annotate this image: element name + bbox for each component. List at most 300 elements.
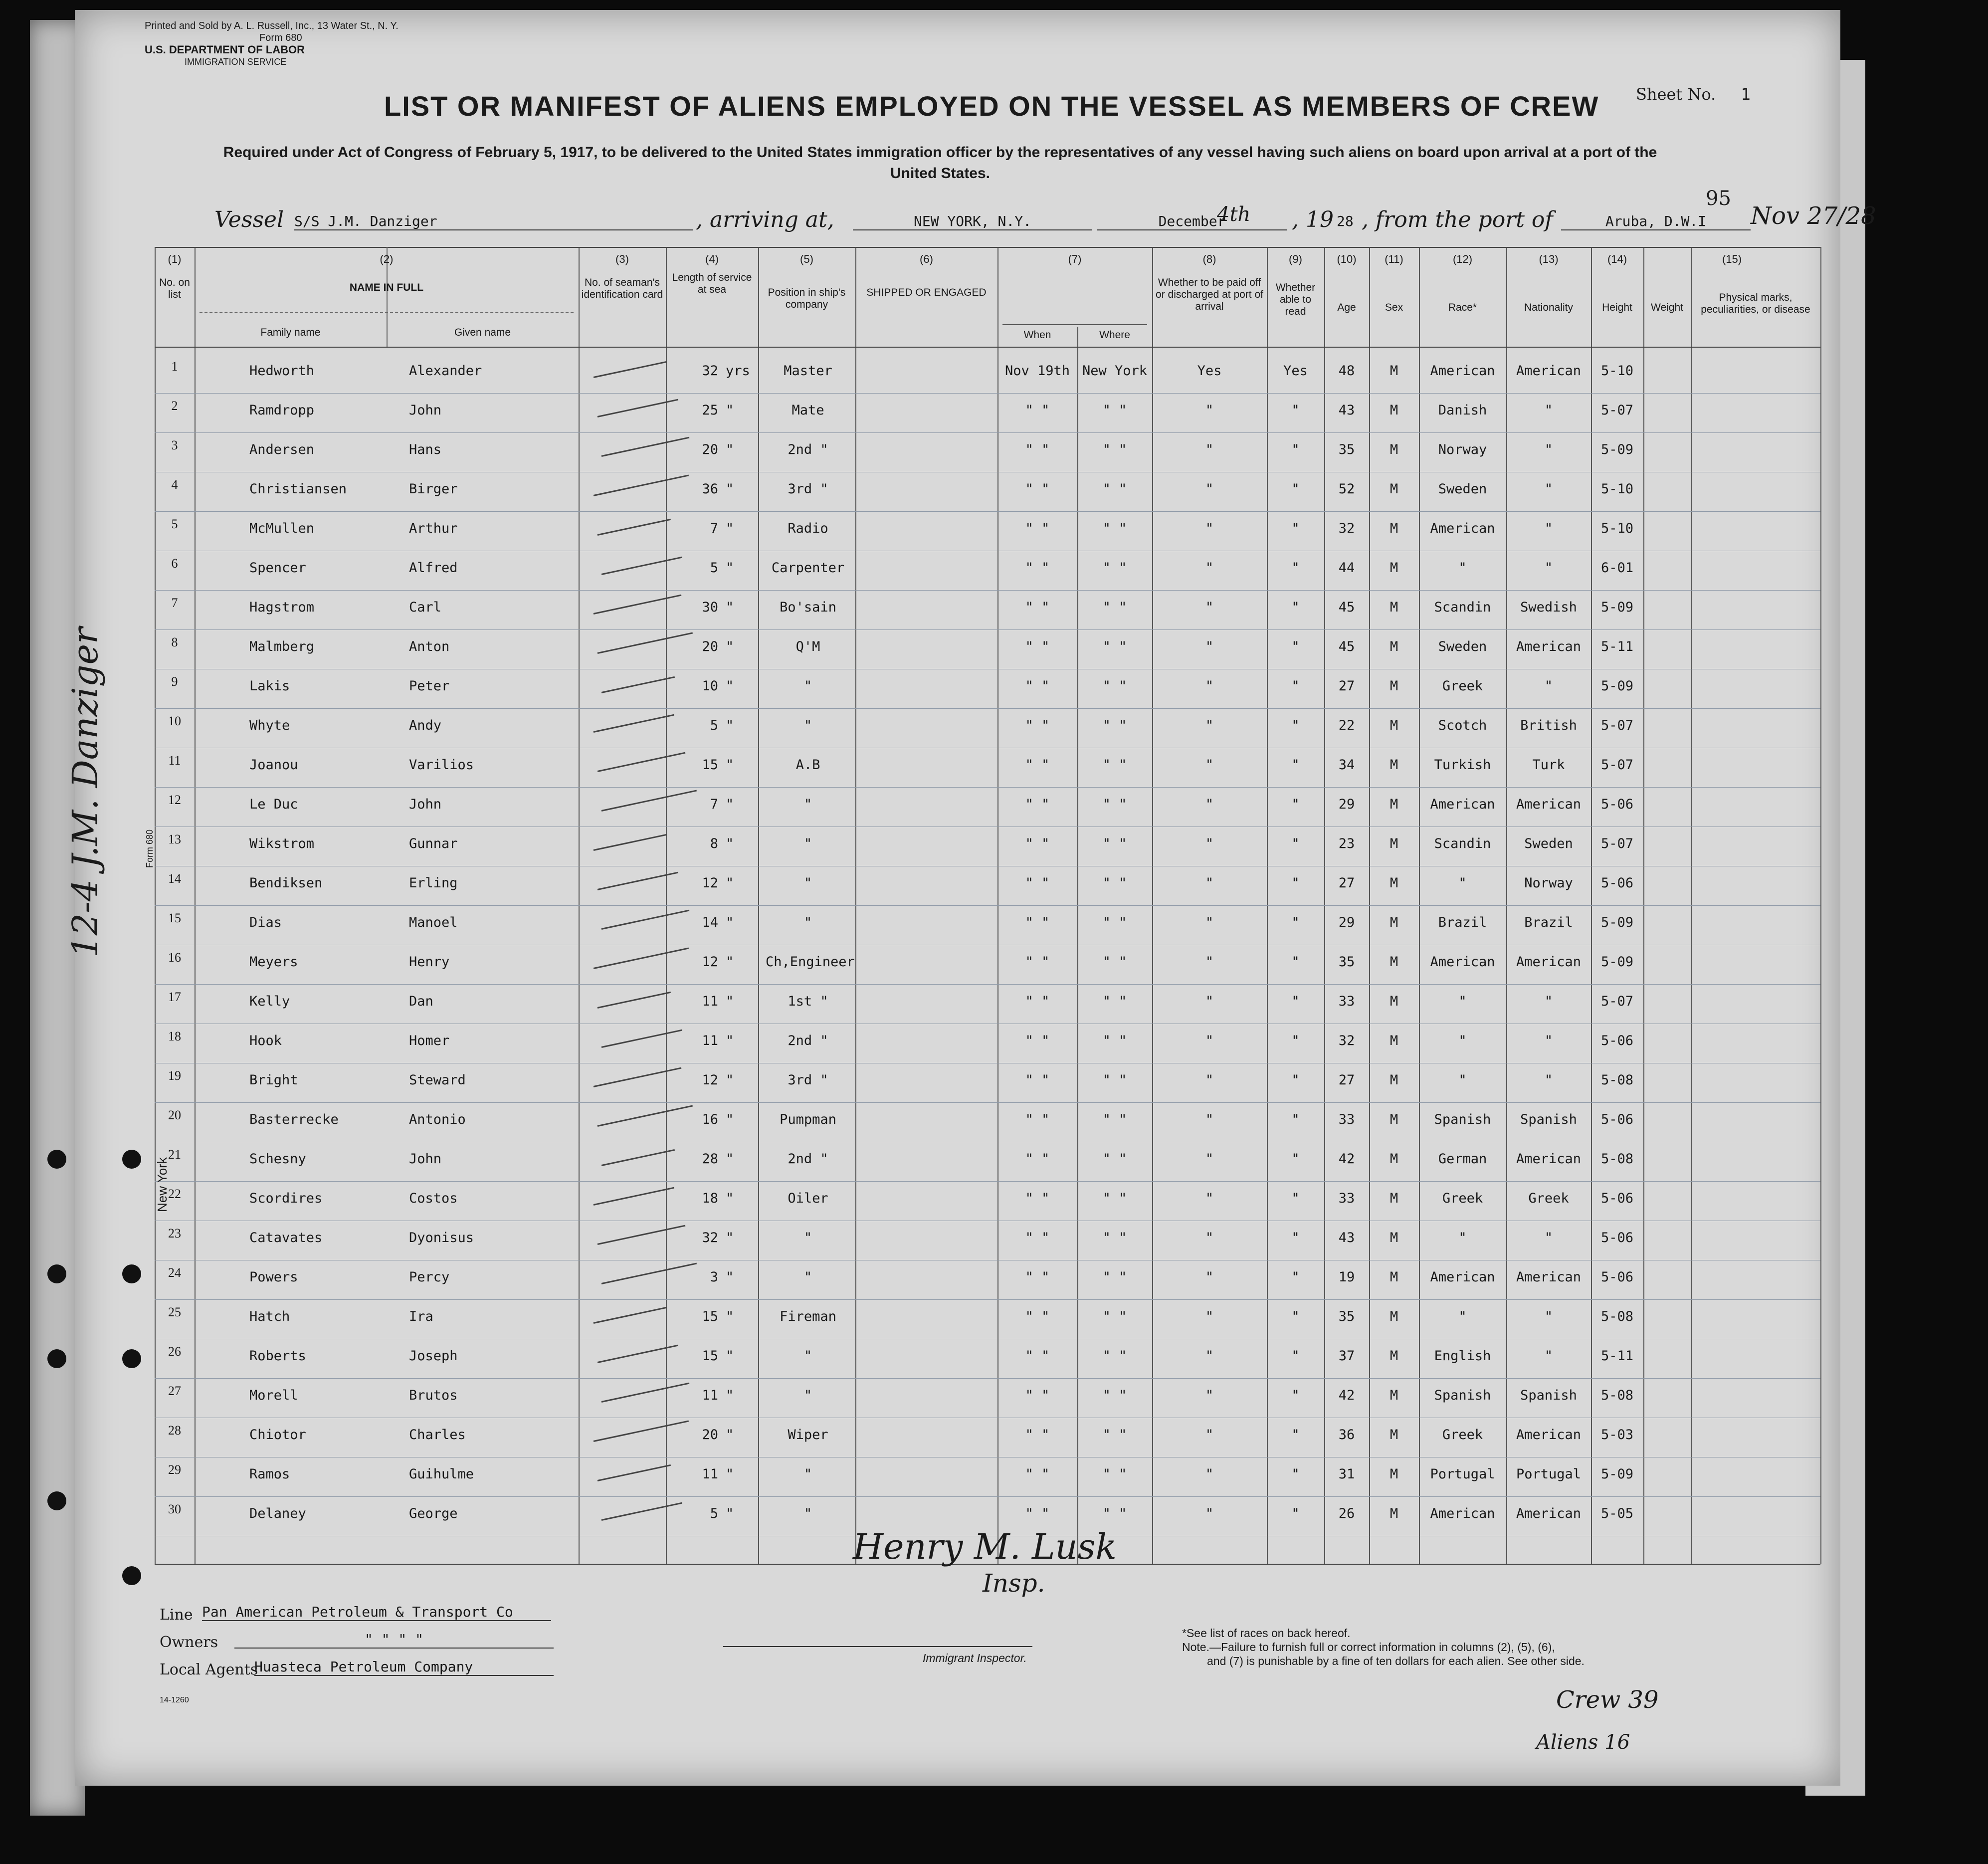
cell-sex: M — [1390, 1348, 1398, 1364]
cell-nationality: Norway — [1524, 875, 1573, 891]
cell-race: American — [1430, 521, 1495, 536]
cell-family: Dias — [249, 915, 282, 930]
cell-paid: " — [1205, 600, 1214, 615]
table-row — [155, 911, 1820, 940]
cell-sex: M — [1390, 718, 1398, 733]
cell-when: " " — [1025, 442, 1050, 457]
cell-race: Danish — [1438, 403, 1487, 418]
cell-family: Le Duc — [249, 797, 298, 812]
cell-age: 52 — [1338, 481, 1355, 497]
cell-race: American — [1430, 1269, 1495, 1285]
cell-race: American — [1430, 954, 1495, 970]
cell-paid: " — [1205, 1309, 1214, 1324]
cell-nationality: Swedish — [1520, 600, 1577, 615]
cell-race: German — [1438, 1151, 1487, 1167]
cell-read: " — [1291, 994, 1300, 1009]
cell-paid: Yes — [1197, 363, 1222, 379]
cell-family: Hedworth — [249, 363, 315, 379]
cell-position: 2nd " — [788, 1033, 828, 1048]
cell-given: Anton — [409, 639, 450, 654]
cell-where: " " — [1102, 639, 1127, 654]
cell-unit: " — [726, 600, 734, 615]
table-row — [155, 1147, 1820, 1176]
cell-when: " " — [1025, 1309, 1050, 1324]
row-number: 25 — [168, 1305, 181, 1319]
cell-position: 1st " — [788, 994, 828, 1009]
line-value: Pan American Petroleum & Transport Co — [202, 1604, 551, 1621]
cell-read: " — [1291, 1506, 1300, 1521]
cell-given: Charles — [409, 1427, 466, 1443]
cell-where: " " — [1102, 954, 1127, 970]
cell-nationality: American — [1516, 1151, 1582, 1167]
cell-family: Catavates — [249, 1230, 323, 1245]
cell-age: 45 — [1338, 639, 1355, 654]
cell-family: Whyte — [249, 718, 290, 733]
cell-nationality: " — [1544, 560, 1553, 576]
cell-where: " " — [1102, 521, 1127, 536]
departure-port: Aruba, D.W.I — [1561, 213, 1751, 230]
cell-age: 35 — [1338, 442, 1355, 457]
cell-race: Scotch — [1438, 718, 1487, 733]
cell-when: " " — [1025, 521, 1050, 536]
cell-race: American — [1430, 363, 1495, 379]
cell-where: " " — [1102, 1427, 1127, 1443]
table-row — [155, 596, 1820, 624]
cell-when: " " — [1025, 481, 1050, 497]
cell-where: " " — [1102, 836, 1127, 851]
cell-unit: " — [726, 875, 734, 891]
cell-height: 6-01 — [1600, 560, 1634, 576]
page-subtitle: Required under Act of Congress of February 5, 1917, to be delivered to the United States immigration officer by the representatives of any vessel having such aliens on board upon arrival at a port of the United States. — [223, 144, 1657, 182]
cell-family: Delaney — [249, 1506, 306, 1521]
cell-nationality: Brazil — [1524, 915, 1573, 930]
cell-family: Lakis — [249, 678, 290, 694]
cell-position: Radio — [788, 521, 828, 536]
signature-line — [723, 1646, 1032, 1647]
col-header-name: NAME IN FULL — [349, 282, 424, 293]
cell-when: " " — [1025, 1230, 1050, 1245]
cell-sex: M — [1390, 678, 1398, 694]
cell-unit: " — [726, 678, 734, 694]
cell-when: " " — [1025, 1348, 1050, 1364]
cell-read: " — [1291, 1151, 1300, 1167]
cell-family: Bright — [249, 1072, 298, 1088]
cell-service: 10 — [702, 678, 718, 694]
cell-age: 22 — [1338, 718, 1355, 733]
table-row — [155, 1226, 1820, 1255]
cell-when: " " — [1025, 1506, 1050, 1521]
col-header-given: Given name — [454, 327, 511, 338]
cell-service: 25 — [702, 403, 718, 418]
cell-height: 5-07 — [1600, 836, 1634, 851]
arrival-day: 4th — [1217, 203, 1251, 226]
cell-read: " — [1291, 954, 1300, 970]
side-form-number: Form 680 — [145, 829, 155, 868]
cell-age: 45 — [1338, 600, 1355, 615]
col-header-race: Race* — [1448, 302, 1477, 313]
binding-hole — [47, 1491, 66, 1510]
cell-paid: " — [1205, 560, 1214, 576]
cell-family: Andersen — [249, 442, 315, 457]
cell-unit: " — [726, 1112, 734, 1127]
binding-hole — [47, 1264, 66, 1283]
row-number: 1 — [171, 359, 178, 374]
cell-when: " " — [1025, 875, 1050, 891]
cell-paid: " — [1205, 757, 1214, 773]
cell-read: " — [1291, 1466, 1300, 1482]
races-note: *See list of races on back hereof. — [1182, 1627, 1351, 1640]
cell-position: 2nd " — [788, 1151, 828, 1167]
cell-paid: " — [1205, 915, 1214, 930]
cell-position: " — [803, 1388, 812, 1403]
penalty-note-line2: and (7) is punishable by a fine of ten dollars for each alien. See other side. — [1207, 1655, 1585, 1667]
cell-service: 36 — [702, 481, 718, 497]
cell-age: 23 — [1338, 836, 1355, 851]
cell-position: Mate — [792, 403, 824, 418]
cell-age: 34 — [1338, 757, 1355, 773]
table-row — [155, 1265, 1820, 1294]
cell-when: " " — [1025, 915, 1050, 930]
cell-race: Greek — [1442, 1427, 1483, 1443]
cell-sex: M — [1390, 1269, 1398, 1285]
cell-family: Hook — [249, 1033, 282, 1048]
cell-given: Dyonisus — [409, 1230, 474, 1245]
cell-given: Gunnar — [409, 836, 458, 851]
cell-given: Andy — [409, 718, 442, 733]
page-number: 95 — [1706, 187, 1731, 210]
cell-where: " " — [1102, 1112, 1127, 1127]
cell-nationality: " — [1544, 1033, 1553, 1048]
cell-race: English — [1434, 1348, 1491, 1364]
cell-race: Brazil — [1438, 915, 1487, 930]
cell-sex: M — [1390, 560, 1398, 576]
cell-where: " " — [1102, 1269, 1127, 1285]
cell-position: 3rd " — [788, 1072, 828, 1088]
col-num-6: (6) — [920, 253, 933, 265]
cell-service: 32 — [702, 1230, 718, 1245]
cell-given: Birger — [409, 481, 458, 497]
cell-when: " " — [1025, 994, 1050, 1009]
row-number: 29 — [168, 1462, 181, 1477]
cell-nationality: American — [1516, 954, 1582, 970]
cell-age: 43 — [1338, 1230, 1355, 1245]
cell-paid: " — [1205, 1191, 1214, 1206]
cell-where: " " — [1102, 1309, 1127, 1324]
sheet-number — [1636, 85, 1751, 104]
col-header-age: Age — [1337, 302, 1356, 313]
department-name: U.S. DEPARTMENT OF LABOR — [145, 43, 305, 56]
cell-given: George — [409, 1506, 458, 1521]
cell-paid: " — [1205, 1427, 1214, 1443]
cell-when: " " — [1025, 757, 1050, 773]
cell-family: Ramdropp — [249, 403, 315, 418]
cell-family: Morell — [249, 1388, 298, 1403]
table-row — [155, 674, 1820, 703]
cell-when: " " — [1025, 600, 1050, 615]
cell-paid: " — [1205, 797, 1214, 812]
cell-when: Nov 19th — [1004, 363, 1070, 379]
cell-sex: M — [1390, 1033, 1398, 1048]
cell-paid: " — [1205, 718, 1214, 733]
line-label: Line — [160, 1606, 193, 1624]
cell-height: 5-11 — [1600, 639, 1634, 654]
cell-race: " — [1458, 1230, 1467, 1245]
cell-age: 32 — [1338, 1033, 1355, 1048]
cell-service: 5 — [710, 1506, 718, 1521]
cell-paid: " — [1205, 1506, 1214, 1521]
cell-nationality: Sweden — [1524, 836, 1573, 851]
cell-service: 20 — [702, 442, 718, 457]
cell-race: American — [1430, 797, 1495, 812]
cell-service: 12 — [702, 1072, 718, 1088]
col-num-7: (7) — [1068, 253, 1082, 265]
inspector-label: Immigrant Inspector. — [923, 1652, 1027, 1664]
row-number: 30 — [168, 1502, 181, 1516]
cell-height: 5-07 — [1600, 757, 1634, 773]
cell-read: " — [1291, 915, 1300, 930]
cell-sex: M — [1390, 403, 1398, 418]
cell-read: " — [1291, 1269, 1300, 1285]
cell-position: " — [803, 1348, 812, 1364]
row-number: 8 — [171, 635, 178, 649]
cell-paid: " — [1205, 403, 1214, 418]
cell-read: " — [1291, 1348, 1300, 1364]
col-header-when: When — [1023, 329, 1051, 341]
table-row — [155, 1423, 1820, 1452]
cell-service: 5 — [710, 560, 718, 576]
binding-hole — [122, 1349, 141, 1368]
inspector-title: Insp. — [983, 1569, 1045, 1598]
cell-race: Spanish — [1434, 1388, 1491, 1403]
cell-where: " " — [1102, 797, 1127, 812]
cell-when: " " — [1025, 1072, 1050, 1088]
inspector-signature: Henry M. Lusk — [853, 1526, 1117, 1567]
cell-where: " " — [1102, 560, 1127, 576]
col-num-12: (12) — [1452, 253, 1473, 265]
cell-family: Meyers — [249, 954, 298, 970]
cell-read: " — [1291, 678, 1300, 694]
cell-race: " — [1458, 1033, 1467, 1048]
cell-height: 5-09 — [1600, 954, 1634, 970]
cell-position: Wiper — [788, 1427, 828, 1443]
cell-position: Pumpman — [780, 1112, 836, 1127]
cell-given: Alexander — [409, 363, 482, 379]
row-number: 4 — [171, 477, 178, 492]
cell-height: 5-09 — [1600, 442, 1634, 457]
cell-given: Ira — [409, 1309, 433, 1324]
cell-when: " " — [1025, 403, 1050, 418]
col-header-physical: Physical marks, peculiarities, or disease — [1701, 292, 1810, 315]
table-row — [155, 1344, 1820, 1373]
cell-sex: M — [1390, 994, 1398, 1009]
col-num-13: (13) — [1539, 253, 1559, 265]
cell-race: " — [1458, 994, 1467, 1009]
cell-unit: " — [726, 994, 734, 1009]
printer-line: Printed and Sold by A. L. Russell, Inc., 13 Water St., N. Y. — [145, 20, 398, 31]
cell-read: " — [1291, 1191, 1300, 1206]
cell-given: Henry — [409, 954, 450, 970]
cell-position: " — [803, 836, 812, 851]
cell-unit: " — [726, 1269, 734, 1285]
cell-position: " — [803, 1506, 812, 1521]
cell-nationality: " — [1544, 403, 1553, 418]
crew-count-note: Crew 39 — [1556, 1686, 1659, 1714]
cell-family: Hagstrom — [249, 600, 315, 615]
cell-when: " " — [1025, 1112, 1050, 1127]
cell-paid: " — [1205, 1112, 1214, 1127]
cell-sex: M — [1390, 757, 1398, 773]
col-header-nationality: Nationality — [1524, 302, 1574, 313]
col-header-where: Where — [1099, 329, 1130, 341]
cell-sex: M — [1390, 363, 1398, 379]
cell-given: Antonio — [409, 1112, 466, 1127]
cell-position: " — [803, 718, 812, 733]
row-number: 7 — [171, 596, 178, 610]
cell-where: " " — [1102, 757, 1127, 773]
cell-nationality: " — [1544, 1230, 1553, 1245]
cell-service: 7 — [710, 797, 718, 812]
cell-paid: " — [1205, 1466, 1214, 1482]
col-header-position: Position in ship's company — [768, 287, 846, 310]
arrival-port: NEW YORK, N.Y. — [853, 213, 1092, 230]
cell-age: 33 — [1338, 1112, 1355, 1127]
cell-unit: " — [726, 836, 734, 851]
cell-where: " " — [1102, 1072, 1127, 1088]
cell-height: 5-10 — [1600, 363, 1634, 379]
cell-read: " — [1291, 1072, 1300, 1088]
cell-when: " " — [1025, 836, 1050, 851]
table-row — [155, 753, 1820, 782]
table-row — [155, 871, 1820, 900]
row-number: 14 — [168, 871, 181, 886]
cell-service: 15 — [702, 1348, 718, 1364]
cell-paid: " — [1205, 639, 1214, 654]
binding-hole — [122, 1150, 141, 1169]
cell-given: Alfred — [409, 560, 458, 576]
cell-race: Greek — [1442, 1191, 1483, 1206]
vessel-line — [214, 202, 1876, 237]
cell-read: " — [1291, 481, 1300, 497]
cell-paid: " — [1205, 875, 1214, 891]
cell-when: " " — [1025, 1269, 1050, 1285]
cell-when: " " — [1025, 560, 1050, 576]
cell-when: " " — [1025, 954, 1050, 970]
col-num-8: (8) — [1202, 253, 1216, 265]
table-row — [155, 990, 1820, 1019]
cell-height: 5-10 — [1600, 521, 1634, 536]
cell-height: 5-09 — [1600, 600, 1634, 615]
cell-family: Chiotor — [249, 1427, 306, 1443]
row-number: 2 — [171, 399, 178, 413]
printer-imprint — [145, 20, 398, 68]
cell-height: 5-08 — [1600, 1388, 1634, 1403]
row-number: 13 — [168, 832, 181, 846]
cell-given: Percy — [409, 1269, 450, 1285]
cell-given: Dan — [409, 994, 433, 1009]
cell-nationality: American — [1516, 1269, 1582, 1285]
cell-unit: " — [726, 1506, 734, 1521]
col-num-3: (3) — [615, 253, 629, 265]
cell-nationality: Spanish — [1520, 1388, 1577, 1403]
cell-service: 30 — [702, 600, 718, 615]
cell-unit: " — [726, 1348, 734, 1364]
binding-hole — [47, 1150, 66, 1169]
cell-sex: M — [1390, 1427, 1398, 1443]
table-row — [155, 714, 1820, 743]
cell-age: 33 — [1338, 994, 1355, 1009]
agents-label: Local Agents — [160, 1661, 258, 1678]
cell-given: Brutos — [409, 1388, 458, 1403]
cell-family: Hatch — [249, 1309, 290, 1324]
row-number: 15 — [168, 911, 181, 925]
cell-nationality: British — [1520, 718, 1577, 733]
table-row — [155, 1029, 1820, 1058]
cell-read: " — [1291, 757, 1300, 773]
cell-service: 32 — [702, 363, 718, 379]
cell-family: Bendiksen — [249, 875, 323, 891]
cell-race: Portugal — [1430, 1466, 1495, 1482]
cell-unit: " — [726, 915, 734, 930]
cell-where: " " — [1102, 600, 1127, 615]
cell-nationality: " — [1544, 994, 1553, 1009]
cell-where: " " — [1102, 403, 1127, 418]
cell-read: " — [1291, 1112, 1300, 1127]
cell-nationality: American — [1516, 363, 1582, 379]
cell-paid: " — [1205, 1388, 1214, 1403]
service-name: IMMIGRATION SERVICE — [185, 57, 287, 67]
cell-given: Carl — [409, 600, 442, 615]
cell-race: Spanish — [1434, 1112, 1491, 1127]
cell-service: 15 — [702, 1309, 718, 1324]
cell-paid: " — [1205, 1072, 1214, 1088]
cell-age: 27 — [1338, 1072, 1355, 1088]
table-row — [155, 399, 1820, 427]
cell-race: Sweden — [1438, 481, 1487, 497]
cell-read: " — [1291, 442, 1300, 457]
cell-where: " " — [1102, 1230, 1127, 1245]
cell-nationality: Turk — [1532, 757, 1565, 773]
col-header-read: Whether able to read — [1275, 282, 1316, 317]
cell-age: 48 — [1338, 363, 1355, 379]
col-num-10: (10) — [1337, 253, 1357, 265]
cell-family: Joanou — [249, 757, 298, 773]
cell-read: " — [1291, 875, 1300, 891]
cell-position: Fireman — [780, 1309, 836, 1324]
cell-race: " — [1458, 1309, 1467, 1324]
cell-height: 5-05 — [1600, 1506, 1634, 1521]
cell-age: 35 — [1338, 954, 1355, 970]
cell-sex: M — [1390, 1388, 1398, 1403]
cell-position: " — [803, 875, 812, 891]
cell-family: Christiansen — [249, 481, 347, 497]
cell-unit: " — [726, 1191, 734, 1206]
col-header-no: No. on list — [159, 277, 190, 300]
cell-read: " — [1291, 1427, 1300, 1443]
cell-read: " — [1291, 1388, 1300, 1403]
cell-service: 8 — [710, 836, 718, 851]
cell-nationality: Greek — [1528, 1191, 1569, 1206]
cell-race: American — [1430, 1506, 1495, 1521]
cell-given: Manoel — [409, 915, 458, 930]
cell-height: 5-06 — [1600, 1230, 1634, 1245]
vessel-name: S/S J.M. Danziger — [294, 213, 693, 230]
row-number: 22 — [168, 1187, 181, 1201]
cell-where: " " — [1102, 678, 1127, 694]
row-number: 9 — [171, 674, 178, 689]
cell-service: 14 — [702, 915, 718, 930]
binding-hole — [122, 1264, 141, 1283]
cell-where: " " — [1102, 718, 1127, 733]
